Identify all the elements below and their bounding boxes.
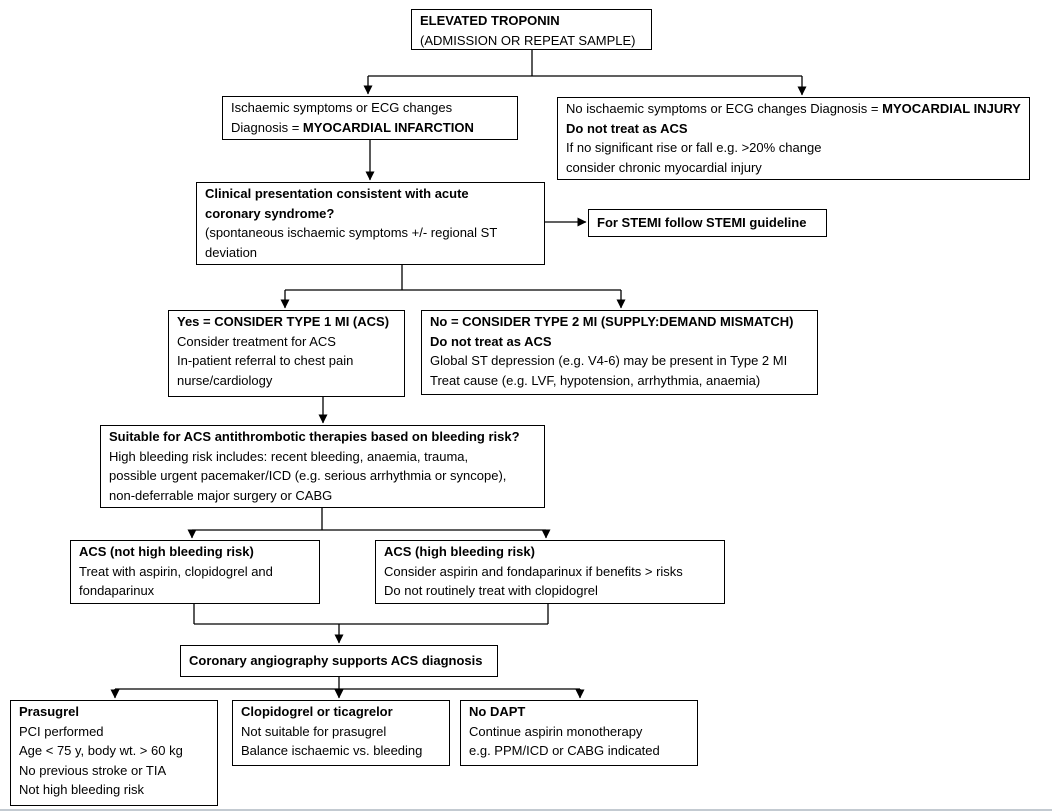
acs-high-bleeding-box-text-line: Do not routinely treat with clopidogrel: [384, 583, 598, 599]
bleeding-risk-assessment-box-text-line: possible urgent pacemaker/ICD (e.g. serious arrhythmia or syncope),: [109, 468, 507, 484]
no-dapt-box-text-line: No DAPT: [469, 704, 526, 719]
myocardial-infarction-box-text-line: Ischaemic symptoms or ECG changes: [231, 100, 453, 115]
acs-high-bleeding-box: [375, 540, 725, 604]
acs-not-high-bleeding-box-text-line: Treat with aspirin, clopidogrel and: [79, 563, 273, 579]
no-dapt-box: [460, 700, 698, 766]
myocardial-injury-box: [557, 97, 1030, 180]
clopidogrel-ticagrelor-box-text-line: Not suitable for prasugrel: [241, 723, 387, 739]
bleeding-risk-assessment-box: [100, 425, 545, 508]
type2-mi-box-text-line: Do not treat as ACS: [430, 333, 552, 349]
angiography-box-text-line: Coronary angiography supports ACS diagnosis: [189, 653, 483, 669]
type2-mi-box-text-line: No = CONSIDER TYPE 2 MI (SUPPLY:DEMAND MISMATCH): [430, 314, 794, 329]
clinical-presentation-box: [196, 182, 545, 265]
acs-high-bleeding-box-text-line: ACS (high bleeding risk): [384, 544, 535, 559]
prasugrel-box: [10, 700, 218, 806]
clopidogrel-ticagrelor-box-text-line: Clopidogrel or ticagrelor: [241, 704, 393, 719]
bleeding-risk-assessment-box-text-line: non-deferrable major surgery or CABG: [109, 487, 333, 503]
prasugrel-box-text-line: Age < 75 y, body wt. > 60 kg: [19, 743, 183, 759]
acs-not-high-bleeding-box-text-line: fondaparinux: [79, 583, 155, 599]
prasugrel-box-text-line: Not high bleeding risk: [19, 782, 145, 798]
no-dapt-box-text-line: e.g. PPM/ICD or CABG indicated: [469, 743, 660, 759]
elevated-troponin-box-text-line: (ADMISSION OR REPEAT SAMPLE): [420, 32, 636, 48]
bleeding-risk-assessment-box-text-line: Suitable for ACS antithrombotic therapies based on bleeding risk?: [109, 429, 520, 444]
acs-not-high-bleeding-box-text-line: ACS (not high bleeding risk): [79, 544, 254, 559]
type1-mi-box-text-line: In-patient referral to chest pain: [177, 353, 354, 369]
bleeding-risk-assessment-box-text-line: High bleeding risk includes: recent bleeding, anaemia, trauma,: [109, 448, 469, 464]
prasugrel-box-text-line: PCI performed: [19, 723, 104, 739]
clopidogrel-ticagrelor-box-text-line: Balance ischaemic vs. bleeding: [241, 743, 423, 759]
clinical-presentation-box-text-line: deviation: [205, 244, 258, 260]
type2-mi-box-text-line: Treat cause (e.g. LVF, hypotension, arrhythmia, anaemia): [430, 372, 761, 388]
stemi-guideline-box-text-line: For STEMI follow STEMI guideline: [597, 215, 807, 231]
myocardial-infarction-box-text-line: Diagnosis = MYOCARDIAL INFARCTION: [231, 119, 474, 135]
type1-mi-box: [168, 310, 405, 397]
type1-mi-box-text-line: Consider treatment for ACS: [177, 333, 336, 349]
no-dapt-box-text-line: Continue aspirin monotherapy: [469, 723, 643, 739]
myocardial-injury-box-text-line: No ischaemic symptoms or ECG changes Diagnosis = MYOCARDIAL INJURY: [566, 101, 1021, 116]
clopidogrel-ticagrelor-box: [232, 700, 450, 766]
myocardial-injury-box-text-line: If no significant rise or fall e.g. >20% change: [566, 140, 822, 156]
myocardial-infarction-box: [222, 96, 518, 140]
type1-mi-box-text-line: Yes = CONSIDER TYPE 1 MI (ACS): [177, 314, 390, 329]
stemi-guideline-box: [588, 209, 827, 237]
prasugrel-box-text-line: Prasugrel: [19, 704, 79, 719]
myocardial-injury-box-text-line: Do not treat as ACS: [566, 120, 688, 136]
type1-mi-box-text-line: nurse/cardiology: [177, 372, 273, 388]
type2-mi-box-text-line: Global ST depression (e.g. V4-6) may be present in Type 2 MI: [430, 353, 788, 369]
clinical-presentation-box-text-line: Clinical presentation consistent with acute: [205, 186, 469, 201]
clinical-presentation-box-text-line: coronary syndrome?: [205, 205, 335, 221]
type2-mi-box: [421, 310, 818, 395]
acs-not-high-bleeding-box: [70, 540, 320, 604]
page-bottom-rule: [0, 809, 1052, 811]
elevated-troponin-box: [411, 9, 652, 50]
angiography-box: [180, 645, 498, 677]
elevated-troponin-box-text-line: ELEVATED TROPONIN: [420, 13, 560, 28]
acs-high-bleeding-box-text-line: Consider aspirin and fondaparinux if benefits > risks: [384, 563, 683, 579]
clinical-presentation-box-text-line: (spontaneous ischaemic symptoms +/- regional ST: [205, 225, 498, 241]
myocardial-injury-box-text-line: consider chronic myocardial injury: [566, 159, 762, 175]
prasugrel-box-text-line: No previous stroke or TIA: [19, 762, 167, 778]
